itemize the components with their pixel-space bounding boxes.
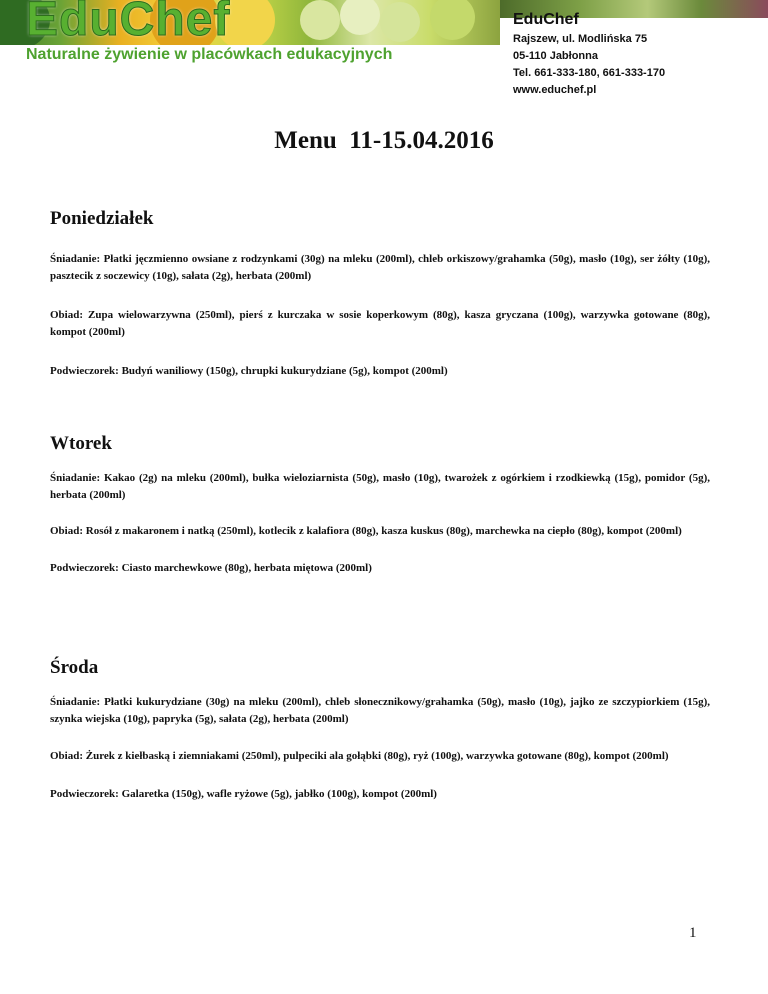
meal-lunch: Obiad: Żurek z kiełbaską i ziemniakami (250ml), pulpeciki ala gołąbki (80g), ryż (100g), warzywka gotowane (80g), kompot (200ml) — [50, 750, 669, 762]
day-section-tuesday — [50, 433, 710, 577]
company-name: EduChef — [513, 11, 579, 28]
phone-numbers: Tel. 661-333-180, 661-333-170 — [513, 67, 666, 79]
page-number: 1 — [689, 925, 697, 941]
educhef-logo: EduChef — [26, 0, 231, 45]
meal-snack: Podwieczorek: Galaretka (150g), wafle ryżowe (5g), jabłko (100g), kompot (200ml) — [50, 788, 437, 800]
meal-snack: Podwieczorek: Budyń waniliowy (150g), chrupki kukurydziane (5g), kompot (200ml) — [50, 365, 448, 377]
fruit-banner-image — [0, 0, 500, 45]
meal-snack: Podwieczorek: Ciasto marchewkowe (80g), herbata miętowa (200ml) — [50, 562, 372, 574]
meal-lunch: Obiad: Zupa wielowarzywna (250ml), pierś z kurczaka w sosie koperkowym (80g), kasza gryczana (100g), warzywka gotowane (80g), kompot (200ml) — [50, 309, 710, 338]
meal-breakfast: Śniadanie: Płatki jęczmienno owsiane z rodzynkami (30g) na mleku (200ml), chleb orkiszowy/grahamka (50g), masło (10g), ser żółty (10g), pasztecik z soczewicy (10g), sałata (2g), herbata (200ml) — [50, 253, 710, 282]
tagline: Naturalne żywienie w placówkach edukacyjnych — [26, 46, 393, 63]
meal-lunch: Obiad: Rosół z makaronem i natką (250ml), kotlecik z kalafiora (80g), kasza kuskus (80g), marchewka na ciepło (80g), kompot (200ml) — [50, 525, 682, 537]
menu-title: Menu 11-15.04.2016 — [274, 127, 494, 154]
meal-breakfast: Śniadanie: Kakao (2g) na mleku (200ml), bułka wieloziarnista (50g), masło (10g), twarożek z ogórkiem i rzodkiewką (15g), pomidor (5g), herbata (200ml) — [50, 472, 710, 501]
day-section-wednesday — [50, 657, 710, 803]
letterhead — [0, 0, 768, 100]
day-heading: Wtorek — [50, 433, 112, 454]
day-section-monday — [50, 208, 710, 380]
address-line-1: Rajszew, ul. Modlińska 75 — [513, 33, 648, 45]
website-link[interactable]: www.educhef.pl — [513, 84, 597, 96]
company-info — [513, 11, 665, 99]
address-line-2: 05-110 Jabłonna — [513, 50, 598, 62]
day-heading: Poniedziałek — [50, 208, 154, 229]
day-heading: Środa — [50, 657, 99, 678]
meal-breakfast: Śniadanie: Płatki kukurydziane (30g) na mleku (200ml), chleb słonecznikowy/grahamka (50g), masło (10g), jajko ze szczypiorkiem (15g), szynka wiejska (10g), papryka (5g), sałata (2g), herbata (200ml) — [50, 696, 710, 725]
